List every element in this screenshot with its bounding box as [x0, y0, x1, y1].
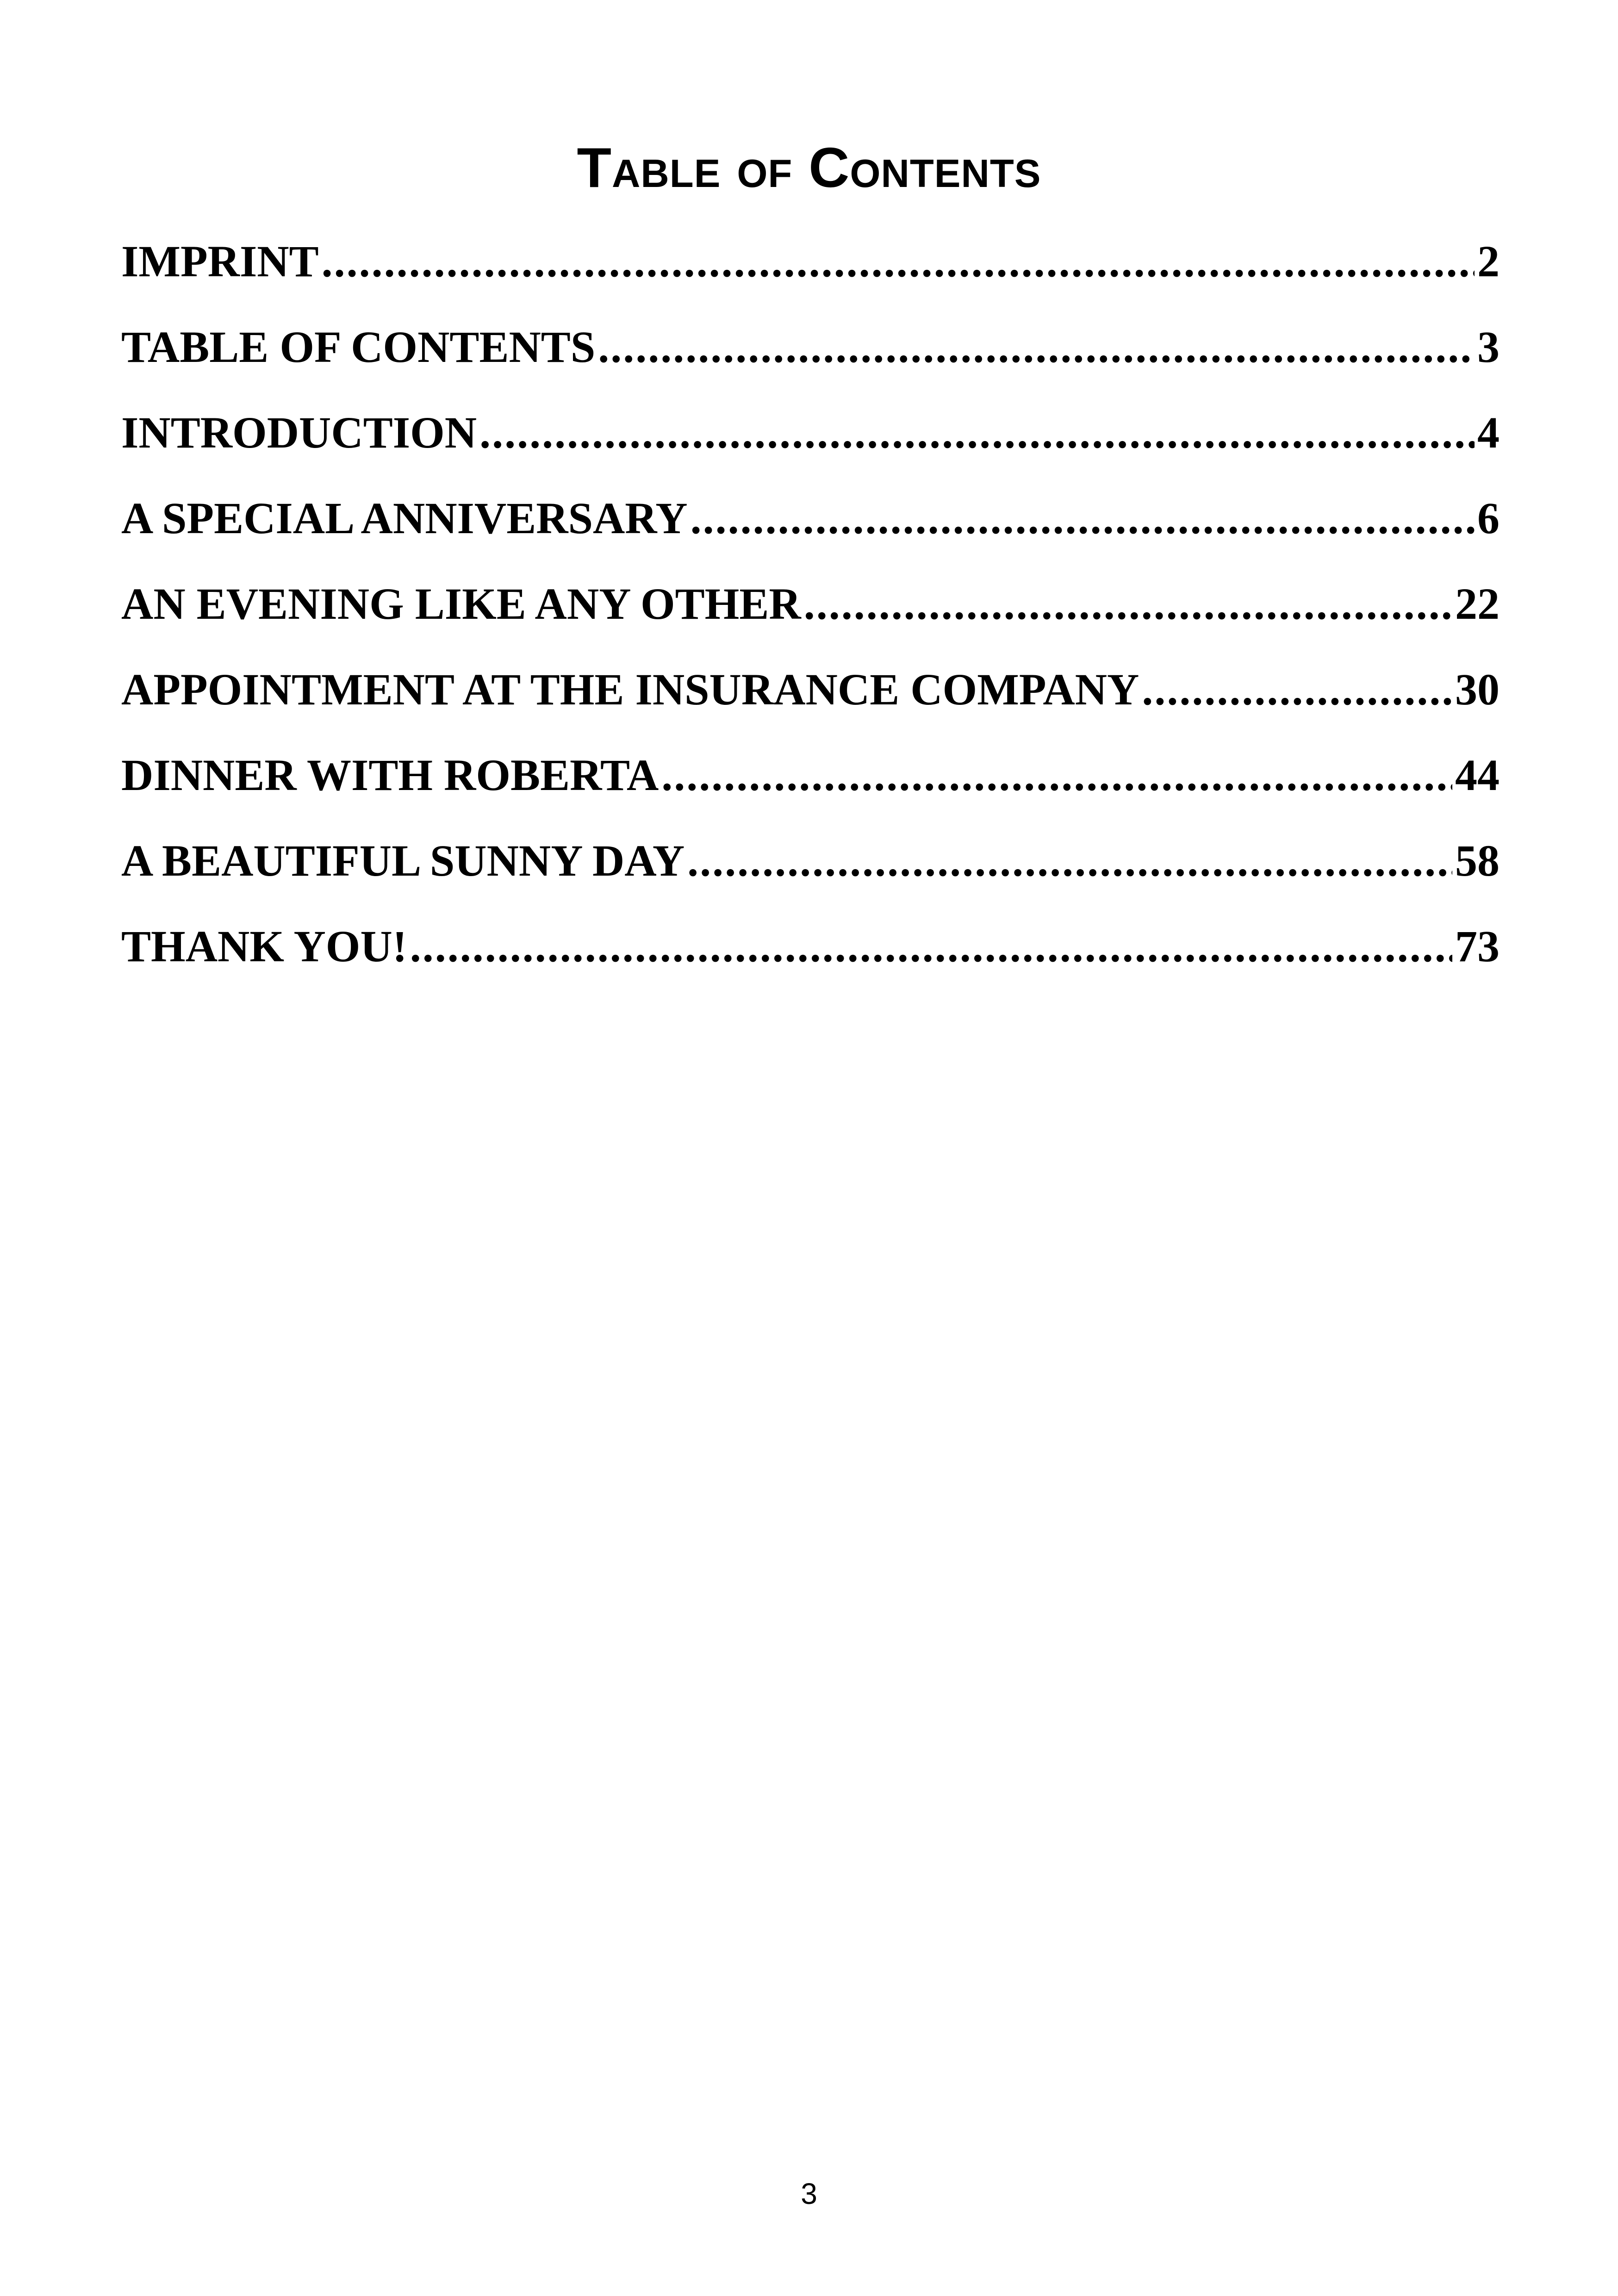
- toc-entry-title: APPOINTMENT AT THE INSURANCE COMPANY: [121, 665, 1139, 714]
- toc-entry-title: TABLE OF CONTENTS: [121, 322, 596, 372]
- toc-dot-leader: [598, 312, 1475, 382]
- toc-entry-an-evening-like-any-other[interactable]: [121, 569, 1500, 655]
- toc-entry-title: IMPRINT: [121, 236, 319, 286]
- page-number: 3: [801, 2177, 817, 2210]
- toc-entry-page: 3: [1477, 322, 1500, 372]
- toc-dot-leader: [691, 484, 1475, 553]
- toc-entry-table-of-contents[interactable]: [121, 312, 1500, 398]
- toc-entry-page: 4: [1477, 408, 1500, 457]
- toc-entry-title: AN EVENING LIKE ANY OTHER: [121, 579, 801, 628]
- toc-entry-a-special-anniversary[interactable]: [121, 484, 1500, 569]
- toc-entry-page: 22: [1455, 579, 1500, 628]
- toc-dot-leader: [1142, 655, 1452, 724]
- toc-entry-appointment-at-the-insurance-company[interactable]: [121, 655, 1500, 740]
- toc-dot-leader: [479, 398, 1475, 467]
- toc-dot-leader: [804, 569, 1452, 639]
- toc-entry-imprint[interactable]: [121, 227, 1500, 312]
- toc-entry-page: 73: [1455, 921, 1500, 971]
- toc-entry-title: A SPECIAL ANNIVERSARY: [121, 493, 688, 543]
- toc-entry-title: A BEAUTIFUL SUNNY DAY: [121, 836, 685, 885]
- toc-dot-leader: [687, 826, 1452, 896]
- page-title: Table of Contents: [577, 136, 1041, 199]
- toc-entry-title: DINNER WITH ROBERTA: [121, 750, 659, 800]
- toc-entry-thank-you[interactable]: [121, 912, 1500, 997]
- toc-entry-page: 30: [1455, 665, 1500, 714]
- toc-dot-leader: [322, 227, 1475, 296]
- toc-entry-dinner-with-roberta[interactable]: [121, 740, 1500, 826]
- toc-entry-a-beautiful-sunny-day[interactable]: [121, 826, 1500, 912]
- toc-entry-page: 44: [1455, 750, 1500, 800]
- toc-entry-page: 2: [1477, 236, 1500, 286]
- toc-entry-page: 6: [1477, 493, 1500, 543]
- toc-entry-title: INTRODUCTION: [121, 408, 477, 457]
- toc-entry-introduction[interactable]: [121, 398, 1500, 484]
- toc-dot-leader: [661, 740, 1452, 810]
- toc-dot-leader: [410, 912, 1452, 981]
- toc-entry-page: 58: [1455, 836, 1500, 885]
- toc-list: [121, 227, 1500, 997]
- toc-entry-title: THANK YOU!: [121, 921, 407, 971]
